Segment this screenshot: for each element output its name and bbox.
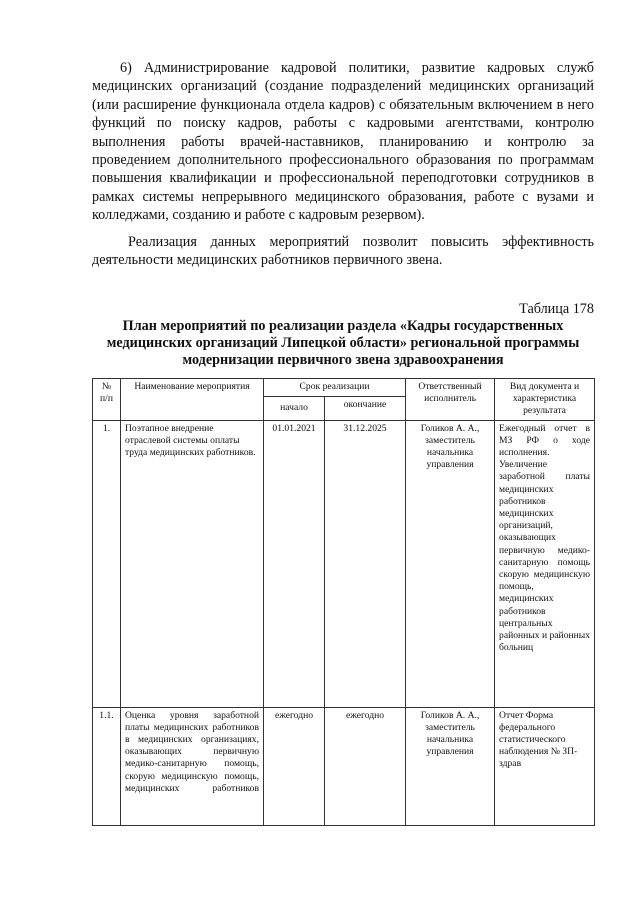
row-name: Поэтапное внедрение отраслевой системы оплаты труда медицинских работников. [121, 420, 264, 707]
paragraph-implementation: Реализация данных мероприятий позволит повысить эффективность деятельности медицинских работников первичного звена. [92, 234, 594, 269]
table-row [93, 420, 595, 707]
row-num: 1.1. [93, 707, 121, 825]
header-start: начало [264, 396, 325, 420]
row-document: Ежегодный отчет в МЗ РФ о ходе исполнения. Увеличение заработной платы медицинских работников медицинских организаций, оказывающих первичную медико-санитарную помощь скорую медицинскую помощь, медицинских работников центральных районных и районных больниц [495, 420, 595, 707]
header-responsible: Ответственный исполнитель [406, 379, 495, 421]
row-num: 1. [93, 420, 121, 707]
paragraph-hr-policy: 6) Администрирование кадровой политики, развитие кадровых служб медицинских организаций (создание подразделений медицинских организаций (или расширение функционала отдела кадров) с обязательным включением в него функций по поиску кадров, работы с кадровыми агентствами, контролю выполнения работы врачей-наставников, планированию и контролю за проведением дополнительного профессионального образования по программам повышения квалификации и профессиональной переподготовки сотрудников в рамках системы непрерывного медицинского образования, работе с вузами и колледжами, созданию и работе с кадровым резервом). [92, 60, 594, 224]
table-row [93, 707, 595, 825]
table-header-row [93, 379, 595, 397]
row-start: ежегодно [264, 707, 325, 825]
table-number: Таблица 178 [519, 301, 594, 317]
header-document: Вид документа и характеристика результата [495, 379, 595, 421]
plan-table [92, 378, 595, 826]
header-end: окончание [325, 396, 406, 420]
row-responsible: Голиков А. А., заместитель начальника управления [406, 707, 495, 825]
row-name: Оценка уровня заработной платы медицинских работников в медицинских организациях, оказывающих первичную медико-санитарную помощь, скорую медицинскую помощь, медицинских работников [121, 707, 264, 825]
row-document: Отчет Форма федерального статистического наблюдения № ЗП-здрав [495, 707, 595, 825]
row-responsible: Голиков А. А., заместитель начальника управления [406, 420, 495, 707]
header-name: Наименование мероприятия [121, 379, 264, 421]
row-end: 31.12.2025 [325, 420, 406, 707]
row-start: 01.01.2021 [264, 420, 325, 707]
table-title: План мероприятий по реализации раздела «Кадры государственных медицинских организаций Липецкой области» региональной программы модернизации первичного звена здравоохранения [106, 318, 580, 368]
row-end: ежегодно [325, 707, 406, 825]
header-period: Срок реализации [264, 379, 406, 397]
header-num: № п/п [93, 379, 121, 421]
